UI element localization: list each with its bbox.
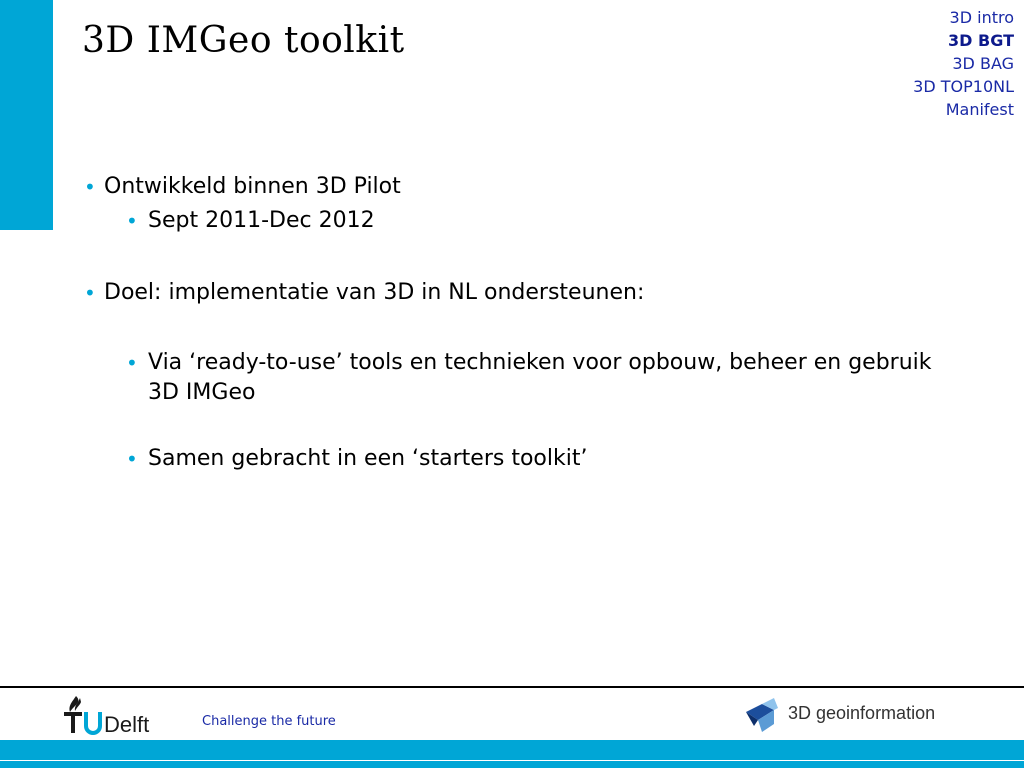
- footer-tagline: Challenge the future: [202, 714, 336, 729]
- svg-text:Delft: Delft: [104, 712, 150, 736]
- bullet-dot-icon: •: [84, 281, 96, 305]
- section-nav: [913, 6, 1014, 121]
- page-title: 3D IMGeo toolkit: [82, 20, 405, 61]
- bullet-text: Ontwikkeld binnen 3D Pilot: [104, 174, 401, 199]
- accent-bar: [0, 0, 53, 230]
- bullet-text: Sept 2011-Dec 2012: [148, 208, 375, 233]
- nav-item-3d-bag[interactable]: 3D BAG: [952, 54, 1014, 73]
- bullet-dot-icon: •: [126, 209, 138, 233]
- bullet-dot-icon: •: [126, 351, 138, 375]
- bullet-text: Doel: implementatie van 3D in NL ondersteunen:: [104, 280, 645, 305]
- bullet-item: [84, 278, 984, 308]
- sub-bullet-item: [84, 348, 964, 408]
- nav-item-3d-intro[interactable]: 3D intro: [949, 8, 1014, 27]
- geo-logo-label: 3D geoinformation: [788, 703, 936, 723]
- bullet-dot-icon: •: [84, 175, 96, 199]
- bullet-dot-icon: •: [126, 447, 138, 471]
- bullet-text: Samen gebracht in een ‘starters toolkit’: [148, 446, 588, 471]
- tudelft-logo: [62, 694, 172, 736]
- footer-divider: [0, 686, 1024, 688]
- bullet-item: [84, 172, 984, 202]
- footer-band-line: [0, 760, 1024, 761]
- sub-bullet-item: [84, 444, 984, 474]
- nav-item-3d-top10nl[interactable]: 3D TOP10NL: [913, 77, 1014, 96]
- nav-item-3d-bgt[interactable]: 3D BGT: [948, 31, 1014, 50]
- footer-band: [0, 740, 1024, 768]
- nav-item-manifest[interactable]: Manifest: [945, 100, 1014, 119]
- sub-bullet-item: [84, 206, 984, 236]
- bullet-text: Via ‘ready-to-use’ tools en technieken voor opbouw, beheer en gebruik 3D IMGeo: [148, 350, 932, 405]
- slide-content: [84, 172, 984, 474]
